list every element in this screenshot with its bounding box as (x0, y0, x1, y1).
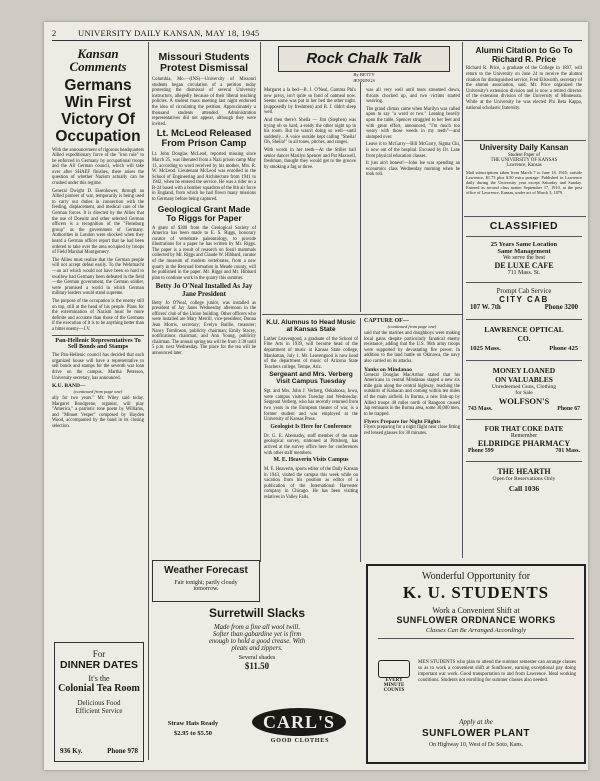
article-paragraph: With the announcement of rigorous headquarters Allied expeditionary force of the "iron rule" to be enforced in Germany by occupational troops and the All German council, which will take over after SHAEF finishes, there arises the question of whether Nazism actually can be crushed under this regime. (52, 147, 144, 187)
carls-surretwill-ad: Surretwill Slacks Made from a fine all wool twill. Softer than gabardine yet is firm enough to hold a good crease. With pleats and zippers. Several shades $11.50 Straw Hats Ready $2.95 to $5.50 CARL'S GOOD CLOTHES (152, 604, 362, 764)
ku-band-body: ally for two years." Mr. Wiley said today. Margaret Bondgrene, organist, will play "America," a patriotic tone poem by Williams, and "Minuet Vesper" composed by Hayden Wood, accompanied by the band in its closing selection. (52, 396, 144, 430)
every-minute-counts-badge: EVERY MINUTE COUNTS (376, 660, 412, 702)
classified-title: CLASSIFIED (489, 220, 559, 232)
eldridge-pharmacy-ad: FOR THAT COKE DATE Remember ELDRIDGE PHARMACY Phone 599 701 Mass. (468, 425, 580, 454)
sunflower-ordnance-ad: Wonderful Opportunity for K. U. STUDENTS Work a Convenient Shift at SUNFLOWER ORDNANCE WORKS Classes Can Be Arranged Accordingly EVERY MINUTE COUNTS MEN STUDENTS who plan to attend the summer semester can arrange classes so as to work a convenient shift at Sunflower, earning exceptional pay doing important war work. Good transportation to and from Lawrence. Ideal working conditions. Students not enrolling for summer classes also needed. Apply at the SUNFLOWER PLANT On Highway 10, West of De Soto, Kans. (366, 564, 586, 764)
pan-hellenic-headline: Pan-Hellenic Representatives To Sell Bonds and Stamps (55, 336, 141, 350)
masthead-line: UNIVERSITY DAILY KANSAN, MAY 18, 1945 (78, 28, 260, 38)
mcleod-headline: Lt. McLeod Released From Prison Camp (156, 128, 252, 150)
section-title: Kansan Comments (69, 46, 127, 75)
article-paragraph: General Dwight D. Eisenhower, through an Allied pioneer of war, temporarily is being used to carry out duties in connection with the feeding, displacement, and medical care of the German forces. It is directed by the Allies that the use of Doenitz and other selected German officers is a recognition of the "Flensburg group" as the government of Germany. Authorities in London were shocked when they heard a German officer report that he had been ordered to take over the area occupied by troops of Field Marshal Montgomery. (52, 188, 144, 256)
news-column-2: Missouri Students Protest Dismissal Columbia, Mo.—(INS)—University of Missouri students began circulation of a petition today protesting the dismissal of several University instructors, allegedly because of their liberal teaching policies. A student mass meeting last night endorsed the idea of circulating the petition. Approximately a thousand students attended. Administration representatives did not appear, although they were invited. Lt. McLeod Released From Prison Camp Lt. John Douglas McLeod, reported missing since March 25, was liberated from a Nazi prison camp May 11, according to word received by his mother, Mrs. R. W. McLeod. Lieutenant McLeod was enrolled in the School of Engineering and Architecture from 1941 to 1942, when he entered the service. He was a rider on a B-24 based with a bomber squadron of the 8th air force in England, from which he had flown many missions to Germany before being captured. Geological Grant Made To Riggs for Paper A grant of $300 from the Geological Society of America has been made to E. S. Riggs, honorary curator of vertebrate paleontology, to provide illustrations for a paper he has written by Mr. Riggs. The paper is a result of research on fossil mammals collected by Mr. Riggs and Claude W. Hibbard, curator of the museum of modern vertebrates, from a new quarry in the Rexroad formation in Meade county, will be published in the paper. Mr. Riggs and Mr. Hibbard plan to continue work in the quarry this summer. Betty Jo O'Neal Installed As Jay Jane President Betty Jo O'Neal, college junior, was installed as president of Jay Janes Wednesday afternoon in the officers' club of the Union building. Other officers who were installed are Mary Merrill, vice-president; Donna Jean Morris, secretary; Evelyn Baillie, treasurer; Nancy Tomlinson, publicity chairman; Emily Stacey, notifications chairman; and Ann Young, publicity chairman. The annual spring tea will be from 3:30 until 5 p.m. next Wednesday. The place for the tea will be announced later. (152, 51, 256, 357)
alumni-citation-article: Alumni Citation to Go To Richard R. Price Richard R. Price, a graduate of the College in 1897, will return to the University on June 24 to receive the alumni citation for distinguished service, Fred Ellsworth, secretary of the alumni association, said. Mr. Price organized the University's extension division and is now a retired director of the extension division of the University of Minnesota. While at the University he was elected Phi Beta Kappa, national scholastic fraternity. (466, 45, 582, 111)
oneal-headline: Betty Jo O'Neal Installed As Jay Jane President (155, 282, 253, 298)
germans-headline: Germans Win First Victory Of Occupation (55, 76, 141, 145)
page-number: 2 (52, 28, 57, 38)
ku-band-headline: K.U. BAND— (52, 383, 86, 390)
missouri-headline: Missouri Students Protest Dismissal (158, 51, 250, 75)
rock-chalk-left-col: Margaret a la bed—B. J. O'Neal, Gamma Phi's new prexy, isn't quite so fond of oatmeal now. Seems some was put in her bed the other night. (supposedly by freshmen) and B. J. didn't sleep well. And then there's Sheila — Jim (Stephen) was trying oh so hard, a-ready the other night up in his room. But he wasn't doing so well—until suddenly... A voice outside kept calling "Sheila! Oh, Sheila!" in all tones, pitches, and ranges. With words in her teeth—At the Stiller ball senior dancer Marilyn Spencer and Pat Maxwell, freshman, thought they would get to the groove by smoking a fag or three. (264, 88, 356, 170)
column-rule-1 (148, 42, 149, 760)
column-rule-4 (462, 42, 463, 558)
city-cab-ad: Prompt Cab Service CITY CAB 107 W. 7th Phone 3200 (470, 288, 578, 311)
riggs-headline: Geological Grant Made To Riggs for Paper (157, 203, 251, 223)
wolfsons-ad: MONEY LOANED ON VALUABLES Unredeemed Guns, Clothing for Sale WOLFSON'S 743 Mass. Phone 67 (468, 366, 580, 412)
deluxe-cafe-ad: 25 Years Same Location Same Management We serve the best DE LUXE CAFE 711 Mass. St. (490, 241, 558, 276)
page-header (52, 28, 582, 41)
news-column-4: CAPTURE OF— (continued from page one) said that the marines and doughboys were making local gains despite particularly fanatical enemy resistance, adding that the U.S. 96th army troops were supported by devastating fire power. In addition to the land battle on Okinawa, the navy also carried on its attacks. Yanks on Mindanao General Douglas MacArthur stated that his Americans in central Mindanao staged a new six mile gain along the central highway, reaching the outskirts of Kabacan and coming within ten miles of the main airfield. In Burma, a new link-up by Allied troops 40 miles north of Rangoon caused Jap remnants in the Burma area, some 30,000 men, to be trapped. Flyers Prepare for Night Flights Flyers preparing for a night flight near close fitting red lensed glasses for 30 minutes. (364, 318, 460, 436)
classified-section (466, 218, 582, 558)
rock-chalk-title: Rock Chalk Talk (306, 50, 422, 67)
badge-clock-icon (378, 660, 410, 678)
weather-forecast-box: Weather Forecast Fair tonight; partly cloudy tomorrow. (152, 560, 260, 602)
article-paragraph: The purpose of the occupation is the enemy still on top, still at the head of his people. Plans for the extermination of Nazism must be more definite and accurate than those of the Germans if the execution of it is to be anything better than a bitter enemy—J.V. (52, 298, 144, 332)
pan-hellenic-body: The Pan-Hellenic council has decided that each organized house will have a representative to sell bonds and stamps for the seventh war loan drive on the campus. Martha Peterson, University secretary, has announced. (52, 353, 144, 381)
carls-logo: CARL'S GOOD CLOTHES (248, 708, 352, 752)
surretwill-title: Surretwill Slacks (208, 606, 306, 620)
news-column-3: K.U. Alumnus to Head Music at Kansas State Luther Leavengood, a graduate of the School of Fine Arts in 1939, will become head of the department of music at Kansas State college, Manhattan, July 1. Mr. Leavengood is now head of the department of music of Arizona State Teachers college, Tempe, Ariz. Sergeant and Mrs. Verberg Visit Campus Tuesday Sgt. and Mrs. John J. Verberg, Oskaloosa, Iowa, were campus visitors Tuesday and Wednesday. Sergeant Verberg, who has recently returned from two years in the European theater of war, is a former student and was employed at the University of Kansas Press. Geologist Is Here for Conference Dr. G. E. Abernathy, staff member of the state geological survey, stationed at Pittsburg, has arrived at the survey office here for conferences with other staff members. M. E. Heaverin Visits Campus M. E. Heaverin, sports editor of the Daily Kansan in 1943, visited the campus this week while on vacation from his position as editor of a publication of the International Harvester company in Chicago. He has been visiting relatives in Valley Falls. (264, 319, 358, 500)
ku-students-headline: K. U. STUDENTS (402, 583, 550, 602)
article-paragraph: The Allies must realize that the German people will not accept defeat easily. To the Wehrmacht—an act which would not have been so hard to swallow had Germany been defeated in the field—the German government, the German soldier, were promised a world in which German military leaders would stand supreme. (52, 257, 144, 297)
rock-chalk-right-col: was all very well until tears streamed down, throats chocked up, and two victims started weaving. The grand climax came when Marilyn was called upon to say "a word or two." Leaning heavily upon the table, Spencer struggled to her feet and with great effort, announced, "I'm much too weary with those weeds in my teeth"—and slumped over. Leave it to McGarry—Bill McGarry, Sigma Chi, is now out of the hospital. Excused by Dr. Lane from physical education classes. It just ain't honest!—John Ise was spending an economics class Wednesday morning when he took roll. (366, 88, 460, 178)
continued-note: (continued from page one) (73, 389, 123, 395)
rock-chalk-title-box (278, 46, 450, 72)
hearth-ad: THE HEARTH Open for Reservations Only Call 1036 (492, 467, 556, 493)
udk-masthead-box: University Daily Kansan Student Paper of THE UNIVERSITY OF KANSAS Lawrence, Kansas Mail subscriptions taken from March 7 to June 18, 1945; outside Lawrence, $1.75 plus $.50 extra postage. Published in Lawrence daily during the University year except Saturday and Sunday. Entered as second class matter September 17, 1910, at the post office of Lawrence, Kansas, under act of March 3, 1879. (466, 143, 582, 196)
colonial-tea-room-ad: For DINNER DATES It's the Colonial Tea Room Delicious Food Efficient Service 936 Ky. Phone 978 (54, 642, 144, 762)
newspaper-page (44, 22, 588, 770)
column-rule-2 (260, 42, 261, 562)
lawrence-optical-ad: LAWRENCE OPTICAL CO. 1025 Mass. Phone 425 (470, 325, 578, 352)
rock-chalk-talk-column: Rock Chalk Talk By BETTY JENNINGS Margaret a la bed—B. J. O'Neal, Gamma Phi's new prexy, isn't quite so fond of oatmeal now. Seems some was put in her bed the other night. (supposedly by freshmen) and B. J. didn't sleep well. And then there's Sheila — Jim (Stephen) was trying oh so hard, a-ready the other night up in his room. But he wasn't doing so well—until suddenly... A voice outside kept calling "Sheila! Oh, Sheila!" in all tones, pitches, and ranges. With words in her teeth—At the Stiller ball senior dancer Marilyn Spencer and Pat Maxwell, freshman, thought they would get to the groove by smoking a fag or three. was all very well until tears streamed down, throats chocked up, and two victims started weaving. The grand climax came when Marilyn was called upon to say "a word or two." Leaning heavily upon the table, Spencer struggled to her feet and with great effort, announced, "I'm much too weary with those weeds in my teeth"—and slumped over. Leave it to McGarry—Bill McGarry, Sigma Chi, is now out of the hospital. Excused by Dr. Lane from physical education classes. It just ain't honest!—John Ise was spending an economics class Wednesday morning when he took roll. (264, 44, 460, 314)
kansan-comments-column (52, 44, 144, 654)
